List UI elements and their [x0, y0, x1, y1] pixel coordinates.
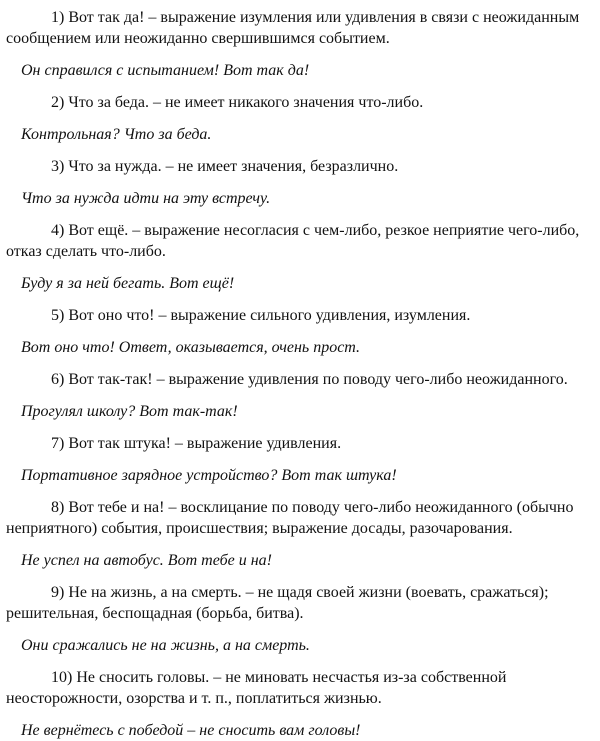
idiom-example: Контрольная? Что за беда.: [21, 126, 212, 143]
idiom-definition: 4) Вот ещё. – выражение несогласия с чем-либо, резкое неприятие чего-либо, отказ сделать что-либо.: [6, 222, 580, 260]
idiom-definition: 9) Не на жизнь, а на смерть. – не щадя своей жизни (воевать, сражаться); решительная, беспощадная (борьба, битва).: [6, 584, 549, 622]
idiom-example: Не вернётесь с победой – не сносить вам головы!: [21, 722, 361, 739]
idiom-definition: 8) Вот тебе и на! – восклицание по поводу чего-либо неожиданного (обычно неприятного) события, происшествия; выражение досады, разочарования.: [6, 499, 574, 537]
idiom-example: Они сражались не на жизнь, а на смерть.: [21, 637, 310, 654]
idiom-entry-5: [6, 305, 586, 358]
idiom-example: Портативное зарядное устройство? Вот так штука!: [21, 467, 397, 484]
idiom-entry-7: [6, 433, 586, 486]
idiom-example: Буду я за ней бегать. Вот ещё!: [21, 275, 235, 292]
idiom-definition: 6) Вот так-так! – выражение удивления по поводу чего-либо неожиданного.: [51, 371, 568, 388]
idiom-entry-3: [6, 156, 586, 209]
idiom-example: Прогулял школу? Вот так-так!: [21, 403, 238, 420]
idiom-entry-4: [6, 220, 586, 294]
idiom-entry-6: [6, 369, 586, 422]
idiom-definition: 5) Вот оно что! – выражение сильного удивления, изумления.: [51, 307, 471, 324]
idiom-entry-10: [6, 667, 586, 741]
idiom-entry-8: [6, 497, 586, 571]
idiom-entry-1: [6, 7, 586, 81]
idiom-entry-2: [6, 92, 586, 145]
idiom-definition: 2) Что за беда. – не имеет никакого значения что-либо.: [51, 94, 424, 111]
idiom-definition: 10) Не сносить головы. – не миновать несчастья из-за собственной неосторожности, озорства и т. п., поплатиться жизнью.: [6, 669, 507, 707]
idiom-definition: 3) Что за нужда. – не имеет значения, безразлично.: [51, 158, 399, 175]
idiom-example: Вот оно что! Ответ, оказывается, очень прост.: [21, 339, 361, 356]
idiom-example: Что за нужда идти на эту встречу.: [21, 190, 271, 207]
idiom-definition: 1) Вот так да! – выражение изумления или удивления в связи с неожиданным сообщением или неожиданно свершившимся событием.: [6, 9, 580, 47]
idiom-example: Не успел на автобус. Вот тебе и на!: [21, 552, 272, 569]
idiom-example: Он справился с испытанием! Вот так да!: [21, 62, 310, 79]
idiom-definition: 7) Вот так штука! – выражение удивления.: [51, 435, 342, 452]
idiom-entry-9: [6, 582, 586, 656]
